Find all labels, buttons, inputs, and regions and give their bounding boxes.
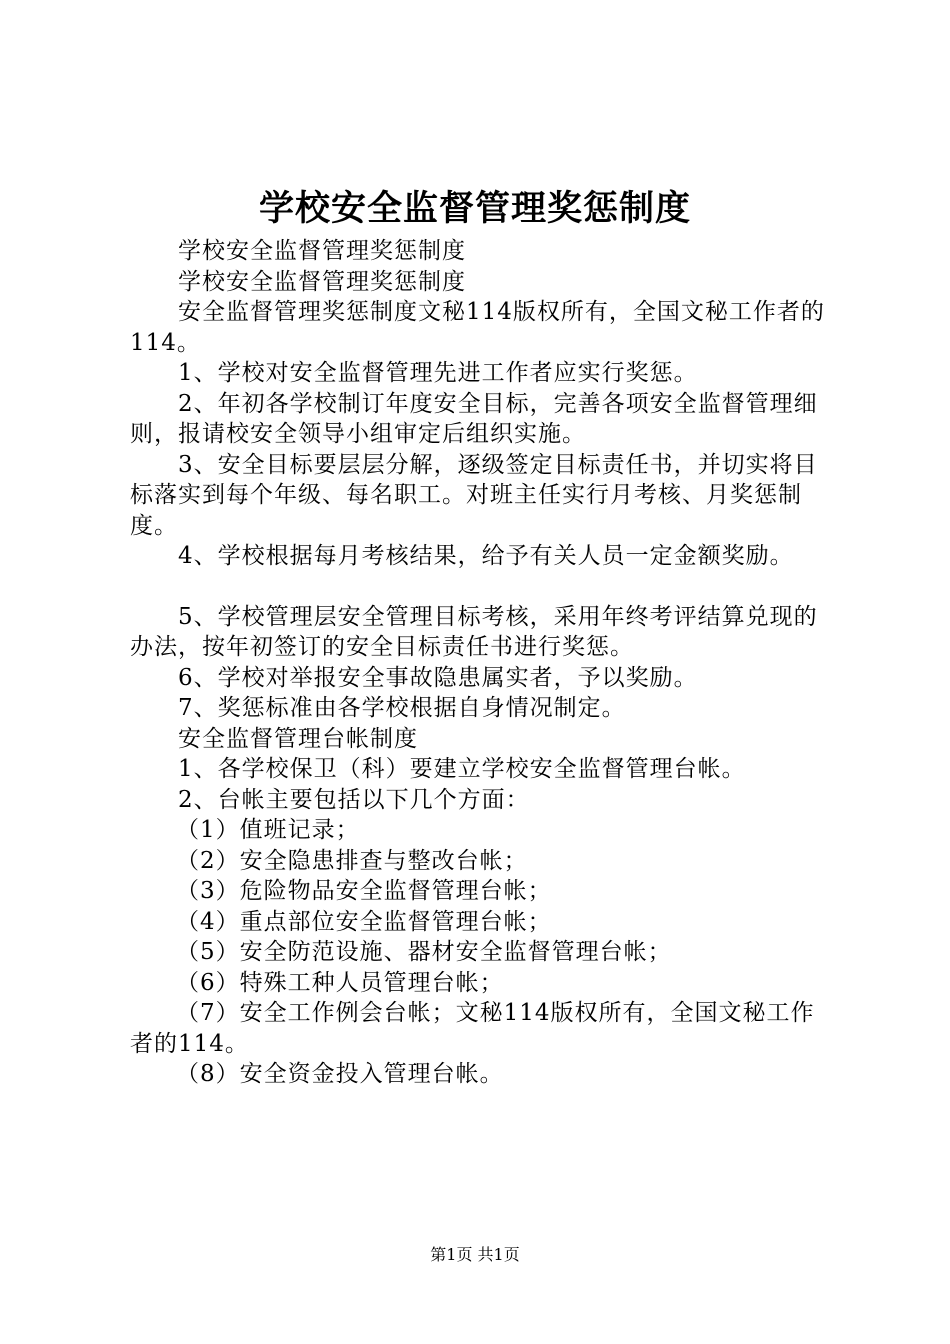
paragraph: 2、台帐主要包括以下几个方面： (178, 786, 530, 813)
page-footer: 第1页 共1页 (430, 1245, 520, 1264)
list-item: （3）危险物品安全监督管理台帐； (176, 878, 552, 904)
paragraph: 1、各学校保卫（科）要建立学校安全监督管理台帐。 (178, 756, 746, 782)
paragraph: 3、安全目标要层层分解，逐级签定目标责任书，并切实将目标落实到每个年级、每名职工。对班主任实行月考核、月奖惩制度。 (130, 451, 818, 539)
list-item: （8）安全资金投入管理台帐。 (176, 1061, 504, 1087)
list-item: （5）安全防范设施、器材安全监督管理台帐； (176, 939, 672, 965)
paragraph: 学校安全监督管理奖惩制度 (178, 238, 466, 264)
paragraph: 2、年初各学校制订年度安全目标，完善各项安全监督管理细则，报请校安全领导小组审定后组织实施。 (130, 390, 818, 447)
document-body (130, 236, 830, 1090)
section-heading: 安全监督管理台帐制度 (178, 725, 418, 752)
paragraph: 7、奖惩标准由各学校根据自身情况制定。 (178, 695, 626, 721)
paragraph: 4、学校根据每月考核结果，给予有关人员一定金额奖励。 (178, 543, 794, 569)
list-item: （7）安全工作例会台帐；文秘114版权所有，全国文秘工作者的114。 (130, 1000, 815, 1057)
list-item: （4）重点部位安全监督管理台帐； (176, 908, 552, 935)
paragraph: 6、学校对举报安全事故隐患属实者，予以奖励。 (178, 664, 698, 691)
list-item: （6）特殊工种人员管理台帐； (176, 969, 504, 996)
list-item: （1）值班记录； (176, 817, 360, 843)
list-item: （2）安全隐患排查与整改台帐； (176, 847, 528, 874)
paragraph: 学校安全监督管理奖惩制度 (178, 268, 466, 295)
paragraph: 1、学校对安全监督管理先进工作者应实行奖惩。 (178, 360, 698, 386)
document-title: 学校安全监督管理奖惩制度 (258, 188, 691, 229)
paragraph: 5、学校管理层安全管理目标考核，采用年终考评结算兑现的办法，按年初签订的安全目标责任书进行奖惩。 (130, 603, 818, 660)
paragraph: 安全监督管理奖惩制度文秘114版权所有，全国文秘工作者的114。 (130, 299, 825, 356)
